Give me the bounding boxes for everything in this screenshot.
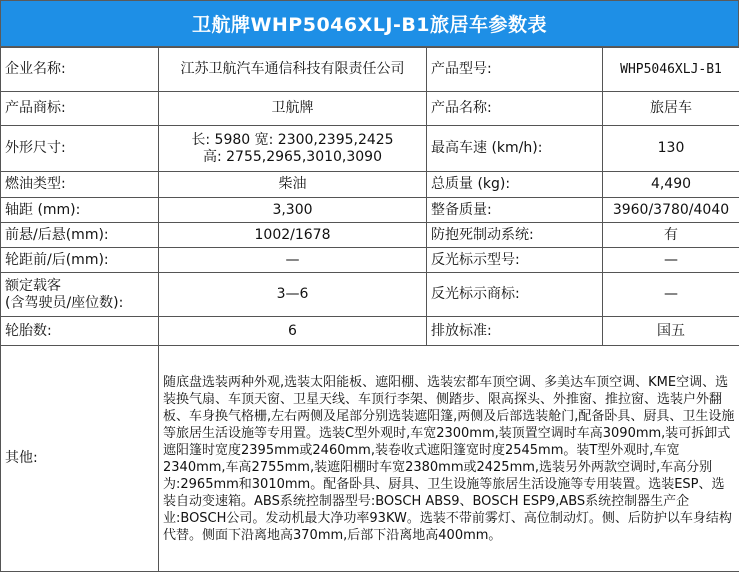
label-reflector-model: 反光标示型号: [427,248,603,273]
value-fuel-type: 柴油 [159,172,427,198]
label-overhang: 前悬/后悬(mm): [1,223,159,248]
value-dimensions-height: 高: 2755,2965,3010,3090 [202,148,383,165]
value-tires: 6 [159,317,427,346]
label-curb-mass: 整备质量: [427,198,603,223]
label-passengers-line1: 额定载客 [5,277,61,294]
value-model: WHP5046XLJ-B1 [603,48,739,92]
label-passengers [1,273,159,317]
value-dimensions [159,126,427,172]
label-wheelbase: 轴距 (mm): [1,198,159,223]
label-company: 企业名称: [1,48,159,92]
value-emission: 国五 [603,317,739,346]
value-reflector-brand: — [603,273,739,317]
label-reflector-brand: 反光标示商标: [427,273,603,317]
value-brand: 卫航牌 [159,92,427,126]
value-passengers: 3—6 [159,273,427,317]
label-dimensions: 外形尺寸: [1,126,159,172]
label-other: 其他: [1,346,159,572]
table-row [1,172,739,198]
value-reflector-model: — [603,248,739,273]
value-other: 随底盘选装两种外观,选装太阳能板、遮阳棚、选装宏都车顶空调、多美达车顶空调、KME空调、选装换气扇、车顶天窗、卫星天线、车顶行李架、侧踏步、限高探头、外推窗、推拉窗、选装户外翻板、车身换气格栅,左右两侧及尾部分别选装遮阳篷,两侧及后部选装舱门,配备卧具、厨具、卫生设施等旅居生活设施等专用置。选装C型外观时,车宽2300mm,装顶置空调时车高3090mm,装可拆卸式遮阳篷时宽度2395mm或2460mm,装卷收式遮阳篷宽时度2545mm。装T型外观时,车宽2340mm,车高2755mm,装遮阳棚时车宽2380mm或2425mm,选装另外两款空调时,车高分别为:2965mm和3010mm。配备卧具、厨具、卫生设施等旅居生活设施等专用装置。选装ESP、选装自动变速箱。ABS系统控制器型号:BOSCH ABS9、BOSCH ESP9,ABS系统控制器生产企业:BOSCH公司。发动机最大净功率93KW。选装不带前雾灯、高位制动灯。侧、后防护以车身结构代替。侧面下沿离地高370mm,后部下沿离地高400mm。 [159,346,739,572]
value-track: — [159,248,427,273]
value-abs: 有 [603,223,739,248]
table-row [1,273,739,317]
label-product-name: 产品名称: [427,92,603,126]
value-wheelbase: 3,300 [159,198,427,223]
value-overhang: 1002/1678 [159,223,427,248]
table-row [1,317,739,346]
table-row [1,48,739,92]
label-passengers-line2: (含驾驶员/座位数): [5,294,124,311]
label-emission: 排放标准: [427,317,603,346]
table-row [1,248,739,273]
table-row [1,223,739,248]
value-curb-mass: 3960/3780/4040 [603,198,739,223]
label-gross-mass: 总质量 (kg): [427,172,603,198]
value-company: 江苏卫航汽车通信科技有限责任公司 [159,48,427,92]
table-row [1,346,739,572]
sheet-title: 卫航牌WHP5046XLJ-B1旅居车参数表 [0,0,739,47]
parameter-table [0,47,739,572]
label-tires: 轮胎数: [1,317,159,346]
table-row [1,126,739,172]
table-row [1,92,739,126]
value-gross-mass: 4,490 [603,172,739,198]
label-model: 产品型号: [427,48,603,92]
label-max-speed: 最高车速 (km/h): [427,126,603,172]
label-track: 轮距前/后(mm): [1,248,159,273]
value-max-speed: 130 [603,126,739,172]
label-brand: 产品商标: [1,92,159,126]
value-dimensions-length-width: 长: 5980 宽: 2300,2395,2425 [191,131,394,148]
label-abs: 防抱死制动系统: [427,223,603,248]
table-row [1,198,739,223]
value-product-name: 旅居车 [603,92,739,126]
label-fuel-type: 燃油类型: [1,172,159,198]
